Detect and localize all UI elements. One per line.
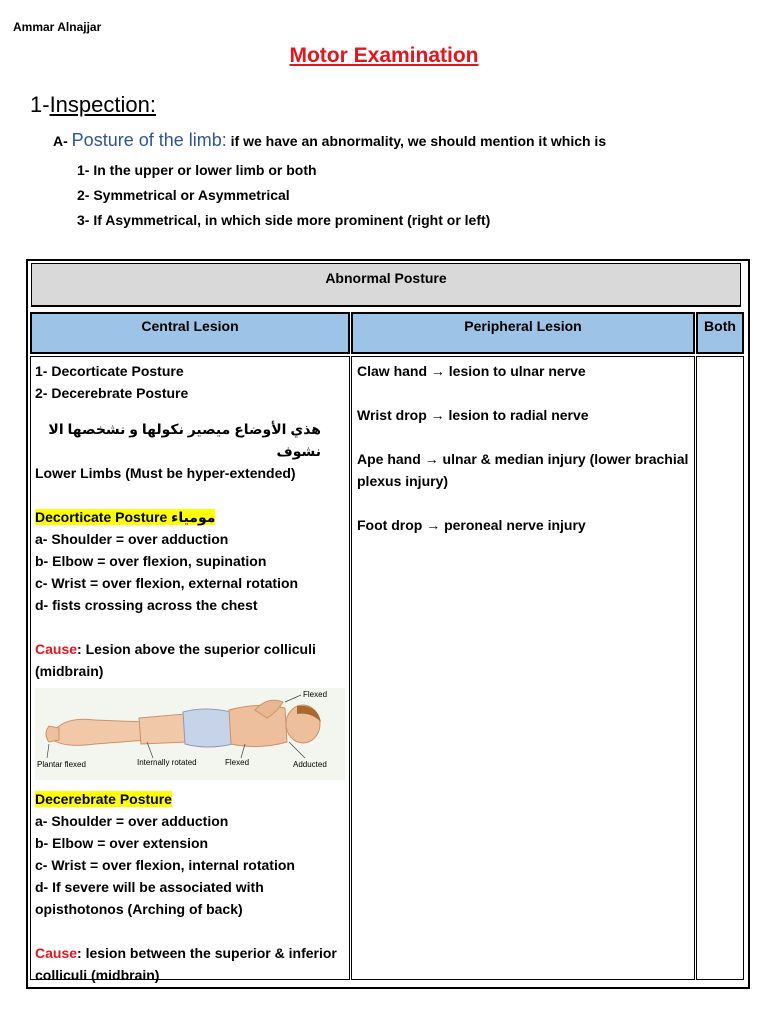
decorticate-item: a- Shoulder = over adduction [35,531,229,547]
central-list-item: 2- Decerebrate Posture [35,385,189,401]
decorticate-heading: Decorticate Posture مومياء [35,509,216,525]
peripheral-item: Claw hand → lesion to ulnar nerve [357,363,586,379]
figure-label: Flexed [225,758,250,767]
decorticate-item: c- Wrist = over flexion, external rotation [35,575,299,591]
arabic-note: هذي الأوضاع ميصير نكولها و نشخصها الا نشوف [48,421,321,459]
column-header-both: Both [696,312,744,354]
document-title: Motor Examination [289,44,479,67]
decerebrate-heading: Decerebrate Posture [35,791,172,807]
figure-label: Adducted [293,760,327,769]
peripheral-item: Ape hand → ulnar & median injury (lower brachial plexus injury) [357,451,689,489]
criteria-item: 1- In the upper or lower limb or both [77,162,317,178]
table-header: Abnormal Posture [31,263,741,307]
criteria-item: 2- Symmetrical or Asymmetrical [77,187,290,203]
section-title: Inspection: [49,92,156,117]
decorticate-cause [35,638,345,682]
posture-description: if we have an abnormality, we should mention it which is [230,133,607,149]
decorticate-item: d- fists crossing across the chest [35,597,258,613]
posture-prefix: A- [53,133,68,149]
decerebrate-item: c- Wrist = over flexion, internal rotation [35,857,295,873]
figure-label: Flexed [303,690,328,699]
peripheral-item: Foot drop → peroneal nerve injury [357,517,586,533]
criteria-list [77,160,490,235]
figure-label: Plantar flexed [37,760,86,769]
central-content [35,360,345,986]
cause-label: Cause [35,945,78,961]
lower-limbs-note: Lower Limbs (Must be hyper-extended) [35,465,296,481]
both-cell [696,356,744,980]
column-header-peripheral: Peripheral Lesion [351,312,695,354]
decerebrate-item: b- Elbow = over extension [35,835,209,851]
decorticate-illustration [35,688,345,780]
section-number: 1- [30,92,50,117]
cause-label: Cause [35,641,78,657]
decerebrate-item: d- If severe will be associated with opisthotonos (Arching of back) [35,879,264,917]
posture-term: Posture of the limb: [71,130,227,150]
peripheral-content [357,360,692,558]
central-list-item: 1- Decorticate Posture [35,363,184,379]
column-header-central: Central Lesion [30,312,350,354]
cause-text: : Lesion above the superior colliculi (midbrain) [35,641,316,679]
cause-text: : lesion between the superior & inferior colliculi (midbrain) [35,945,337,983]
section-heading [30,92,156,118]
peripheral-item: Wrist drop → lesion to radial nerve [357,407,589,423]
decerebrate-item: a- Shoulder = over adduction [35,813,229,829]
criteria-item: 3- If Asymmetrical, in which side more prominent (right or left) [77,212,491,228]
decorticate-item: b- Elbow = over flexion, supination [35,553,267,569]
figure-label: Internally rotated [137,758,197,767]
author-name: Ammar Alnajjar [13,20,102,34]
posture-line [53,130,606,151]
decerebrate-cause [35,942,345,986]
